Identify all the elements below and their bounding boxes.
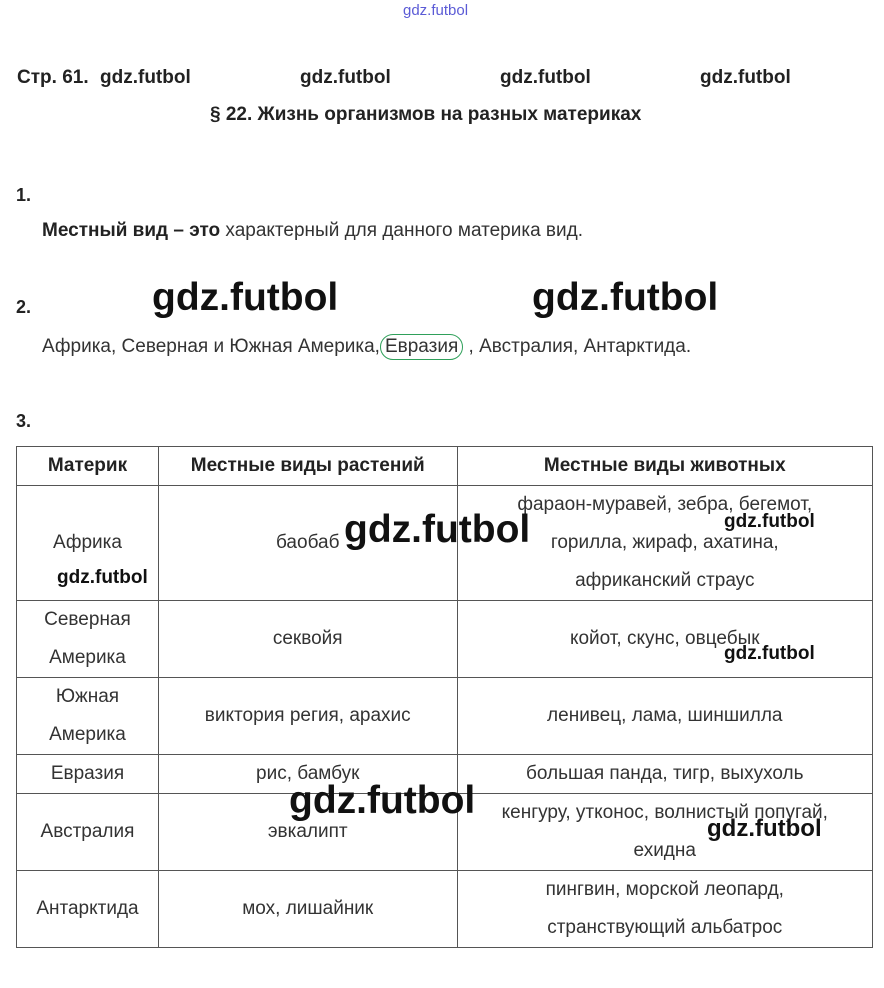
section-title: § 22. Жизнь организмов на разных материках	[210, 104, 642, 125]
question-2-number: 2.	[16, 297, 32, 317]
question-2-answer	[42, 334, 691, 360]
question-1-number: 1.	[16, 185, 32, 205]
definition: характерный для данного материка вид.	[220, 220, 583, 241]
table-row	[17, 601, 873, 678]
table-row	[17, 871, 873, 948]
header-animals: Местные виды животных	[457, 447, 872, 486]
watermark-header-2: gdz.futbol	[300, 67, 391, 88]
animals-cell: койот, скунс, овцебык	[457, 601, 872, 678]
watermark-top: gdz.futbol	[403, 2, 469, 19]
watermark-big-2: gdz.futbol	[532, 276, 719, 319]
continent-cell: Антарктида	[17, 871, 159, 948]
header-plants: Местные виды растений	[158, 447, 457, 486]
animals-cell: кенгуру, утконос, волнистый попугай, ехидна	[457, 794, 872, 871]
animals-cell: пингвин, морской леопард, странствующий альбатрос	[457, 871, 872, 948]
plants-cell: баобаб	[158, 486, 457, 601]
continent-cell: Австралия	[17, 794, 159, 871]
continent-cell: Северная Америка	[17, 601, 159, 678]
watermark-small-2: gdz.futbol	[57, 567, 148, 588]
plants-cell: виктория регия, арахис	[158, 678, 457, 755]
watermark-header-1: gdz.futbol	[100, 67, 191, 88]
plants-cell: рис, бамбук	[158, 755, 457, 794]
header-continent: Материк	[17, 447, 159, 486]
circled-answer: Евразия	[380, 334, 463, 360]
continents-after: , Австралия, Антарктида.	[463, 336, 692, 357]
watermark-header-3: gdz.futbol	[500, 67, 591, 88]
watermark-small-3: gdz.futbol	[724, 643, 815, 664]
watermark-big-4: gdz.futbol	[289, 779, 476, 822]
watermark-header-4: gdz.futbol	[700, 67, 791, 88]
watermark-big-1: gdz.futbol	[152, 276, 339, 319]
continents-before: Африка, Северная и Южная Америка,	[42, 336, 380, 357]
table-row	[17, 678, 873, 755]
plants-cell: эвкалипт	[158, 794, 457, 871]
animals-cell: фараон-муравей, зебра, бегемот, горилла, жираф, ахатина, африканский страус	[457, 486, 872, 601]
watermark-small-4: gdz.futbol	[707, 815, 822, 842]
question-3-number: 3.	[16, 411, 32, 431]
table-header-row	[17, 447, 873, 486]
watermark-big-3: gdz.futbol	[344, 508, 531, 551]
continent-cell: Африка	[17, 486, 159, 601]
continent-cell: Евразия	[17, 755, 159, 794]
page-number: Стр. 61.	[17, 67, 89, 88]
animals-cell: большая панда, тигр, выхухоль	[457, 755, 872, 794]
plants-cell: секвойя	[158, 601, 457, 678]
term: Местный вид – это	[42, 220, 221, 241]
plants-cell: мох, лишайник	[158, 871, 457, 948]
question-1-answer	[42, 220, 583, 242]
watermark-small-1: gdz.futbol	[724, 511, 815, 532]
continent-cell: Южная Америка	[17, 678, 159, 755]
animals-cell: ленивец, лама, шиншилла	[457, 678, 872, 755]
